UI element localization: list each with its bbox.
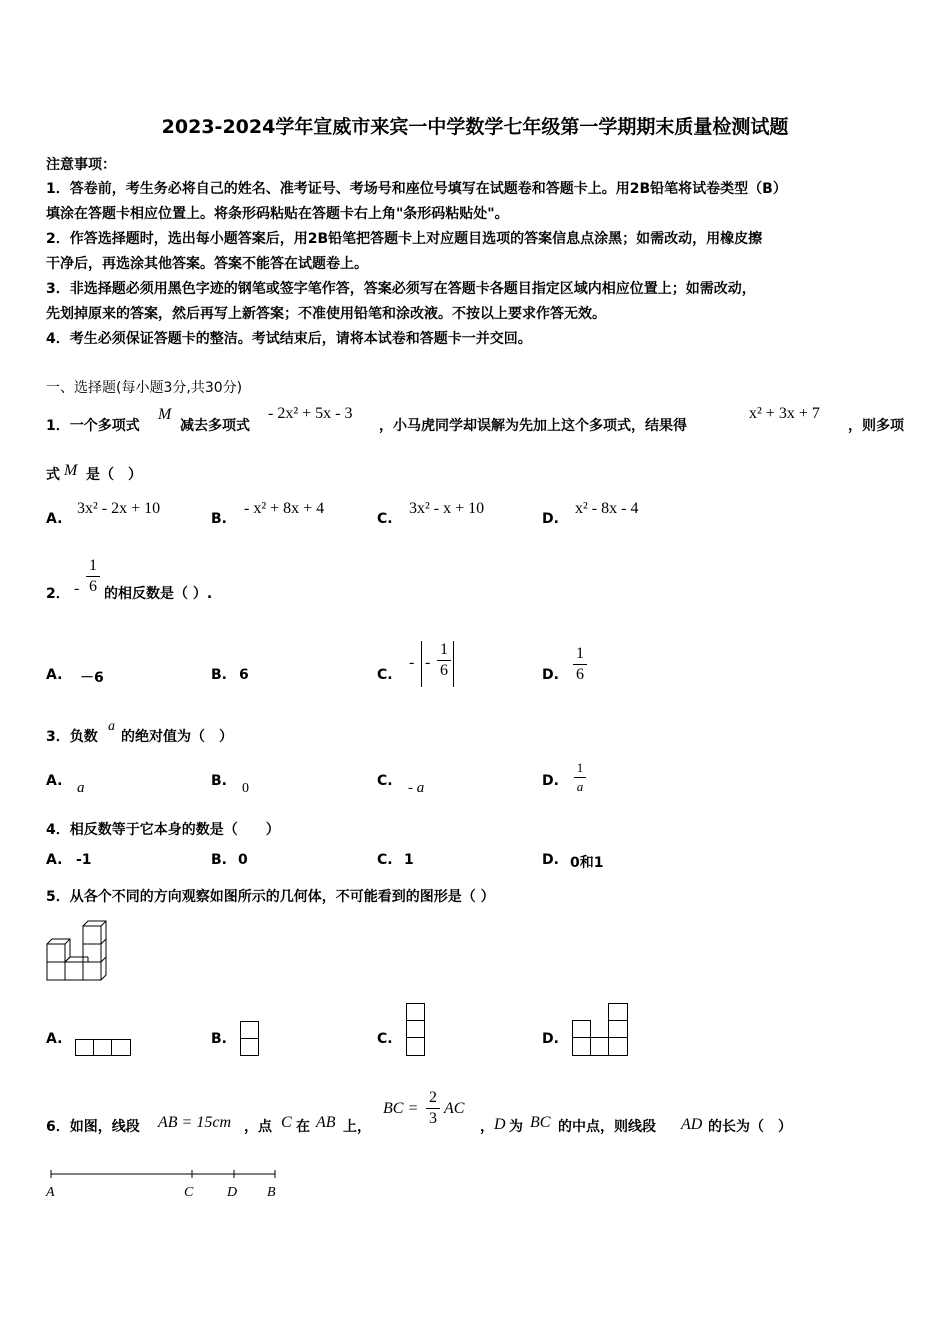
q1-option-d[interactable]: x² - 8x - 4 (575, 500, 639, 517)
q2-neg: - (74, 580, 80, 597)
q6-text: 6．如图，线段 (46, 1119, 140, 1135)
q6-var-d: D (494, 1116, 506, 1133)
q1-var-m: M (158, 406, 172, 423)
q6-ac: AC (444, 1100, 465, 1117)
page-title: 2023-2024学年宣威市来宾一中学数学七年级第一学期期末质量检测试题 (161, 116, 789, 138)
q1-var-m: M (64, 462, 78, 479)
q3-text: 3．负数 (46, 729, 98, 745)
q1-option-b[interactable]: - x² + 8x + 4 (244, 500, 325, 517)
notice-heading: 注意事项： (46, 157, 116, 173)
q5-option-d-label[interactable]: D. (542, 1031, 559, 1047)
notice-line: 填涂在答题卡相应位置上。将条形码粘贴在答题卡右上角"条形码粘贴处"。 (46, 206, 509, 222)
q5-option-a-label[interactable]: A. (46, 1031, 63, 1047)
q5-option-c-shape[interactable] (406, 1003, 426, 1057)
q4-option-c[interactable]: 1 (404, 852, 414, 868)
q3-option-b-label[interactable]: B. (211, 773, 227, 789)
q1-option-b-label[interactable]: B. (211, 511, 227, 527)
notice-line: 1．答卷前，考生务必将自己的姓名、准考证号、考场号和座位号填写在试题卷和答题卡上。用2B铅笔将试卷类型（B） (46, 181, 787, 197)
q4-option-b[interactable]: 0 (238, 852, 248, 868)
q1-option-c[interactable]: 3x² - x + 10 (409, 500, 485, 517)
q3-option-a-label[interactable]: A. (46, 773, 63, 789)
q1-text: 1．一个多项式 (46, 418, 140, 434)
q6-bc: BC = (383, 1100, 419, 1117)
q6-text: 在 (296, 1119, 310, 1135)
point-d-label: D (227, 1185, 238, 1200)
q6-text: 的中点，则线段 (558, 1119, 656, 1135)
q6-ab: AB (316, 1114, 336, 1131)
q5-option-b-shape[interactable] (240, 1021, 260, 1057)
section-heading: 一、选择题(每小题3分,共30分) (46, 380, 243, 396)
q2-number: 2． (46, 586, 70, 602)
notice-line: 干净后，再选涂其他答案。答案不能答在试题卷上。 (46, 256, 368, 272)
q2-option-d-label[interactable]: D. (542, 667, 559, 683)
point-c-label: C (184, 1185, 194, 1200)
notice-line: 2．作答选择题时，选出每小题答案后，用2B铅笔把答题卡上对应题目选项的答案信息点涂黑；如需改动，用橡皮擦 (46, 231, 763, 247)
q3-option-c-label[interactable]: C. (377, 773, 393, 789)
q1-option-a-label[interactable]: A. (46, 511, 63, 527)
q4-option-a[interactable]: -1 (76, 852, 92, 868)
q1-expr2: x² + 3x + 7 (749, 405, 820, 422)
q6-text: 上， (343, 1119, 371, 1135)
q4-stem: 4．相反数等于它本身的数是（ ） (46, 822, 280, 838)
q6-text: 为 (509, 1119, 523, 1135)
point-b-label: B (267, 1185, 276, 1200)
q2-option-d-fraction[interactable]: 1 6 (573, 645, 587, 684)
q1-option-d-label[interactable]: D. (542, 511, 559, 527)
abs-bar-right (453, 641, 454, 687)
q5-option-b-label[interactable]: B. (211, 1031, 227, 1047)
q4-option-a-label[interactable]: A. (46, 852, 63, 868)
q6-text: 的长为（ ） (708, 1119, 792, 1135)
q3-var: a (108, 719, 115, 734)
q2-option-b[interactable]: 6 (239, 667, 249, 683)
q2-option-c-label[interactable]: C. (377, 667, 393, 683)
q1-expr1: - 2x² + 5x - 3 (268, 405, 353, 422)
point-a-label: A (46, 1185, 55, 1200)
q1-text: ，小马虎同学却误解为先加上这个多项式，结果得 (379, 418, 687, 434)
q5-option-c-label[interactable]: C. (377, 1031, 393, 1047)
notice-line: 4．考生必须保证答题卡的整洁。考试结束后，请将本试卷和答题卡一并交回。 (46, 331, 532, 347)
q3-option-c[interactable]: - a (408, 780, 425, 796)
q1-text: ，则多项 (848, 418, 904, 434)
q3-text: 的绝对值为（ ） (121, 729, 233, 745)
q3-option-d-label[interactable]: D. (542, 773, 559, 789)
q6-var-c: C (281, 1114, 292, 1131)
q1-text: 是（ ） (86, 467, 142, 483)
q6-ab-length: AB = 15cm (158, 1114, 231, 1131)
q4-option-c-label[interactable]: C. (377, 852, 393, 868)
q3-option-b[interactable]: 0 (242, 781, 249, 796)
q4-option-d[interactable]: 0和1 (570, 855, 604, 871)
q1-option-a[interactable]: 3x² - 2x + 10 (77, 500, 161, 517)
q1-option-c-label[interactable]: C. (377, 511, 393, 527)
q2-option-c-inner-neg: - (425, 654, 431, 671)
q1-text: 减去多项式 (180, 418, 250, 434)
q2-fraction: 1 6 (86, 557, 100, 596)
q6-text: ，点 (244, 1119, 272, 1135)
q2-option-a-label[interactable]: A. (46, 667, 63, 683)
q2-option-c-fraction[interactable]: 1 6 (437, 641, 451, 680)
notice-line: 先划掉原来的答案，然后再写上新答案；不准使用铅笔和涂改液。不按以上要求作答无效。 (46, 306, 606, 322)
q2-option-b-label[interactable]: B. (211, 667, 227, 683)
q2-stem: 的相反数是（ ）. (104, 586, 213, 602)
notice-line: 3．非选择题必须用黑色字迹的钢笔或签字笔作答，答案必须写在答题卡各题目指定区域内相应位置上；如需改动， (46, 281, 756, 297)
q4-option-b-label[interactable]: B. (211, 852, 227, 868)
q6-fraction: 2 3 (426, 1089, 440, 1128)
q6-text: ， (480, 1119, 494, 1135)
q2-option-a[interactable]: －6 (80, 670, 104, 686)
q5-stem: 5．从各个不同的方向观察如图所示的几何体，不可能看到的图形是（ ） (46, 889, 495, 905)
q5-option-a-shape[interactable] (75, 1039, 132, 1057)
q3-option-a[interactable]: a (77, 780, 85, 796)
q6-ad: AD (681, 1116, 703, 1133)
q3-option-d-fraction[interactable]: 1 a (574, 760, 586, 795)
segment-figure (46, 1168, 286, 1204)
abs-bar-left (421, 641, 422, 687)
q6-bc2: BC (530, 1114, 551, 1131)
q5-option-d-shape[interactable] (572, 1003, 629, 1057)
q2-option-c-neg: - (409, 654, 415, 671)
q4-option-d-label[interactable]: D. (542, 852, 559, 868)
cube-solid-figure (46, 920, 112, 982)
q1-text: 式 (46, 467, 60, 483)
